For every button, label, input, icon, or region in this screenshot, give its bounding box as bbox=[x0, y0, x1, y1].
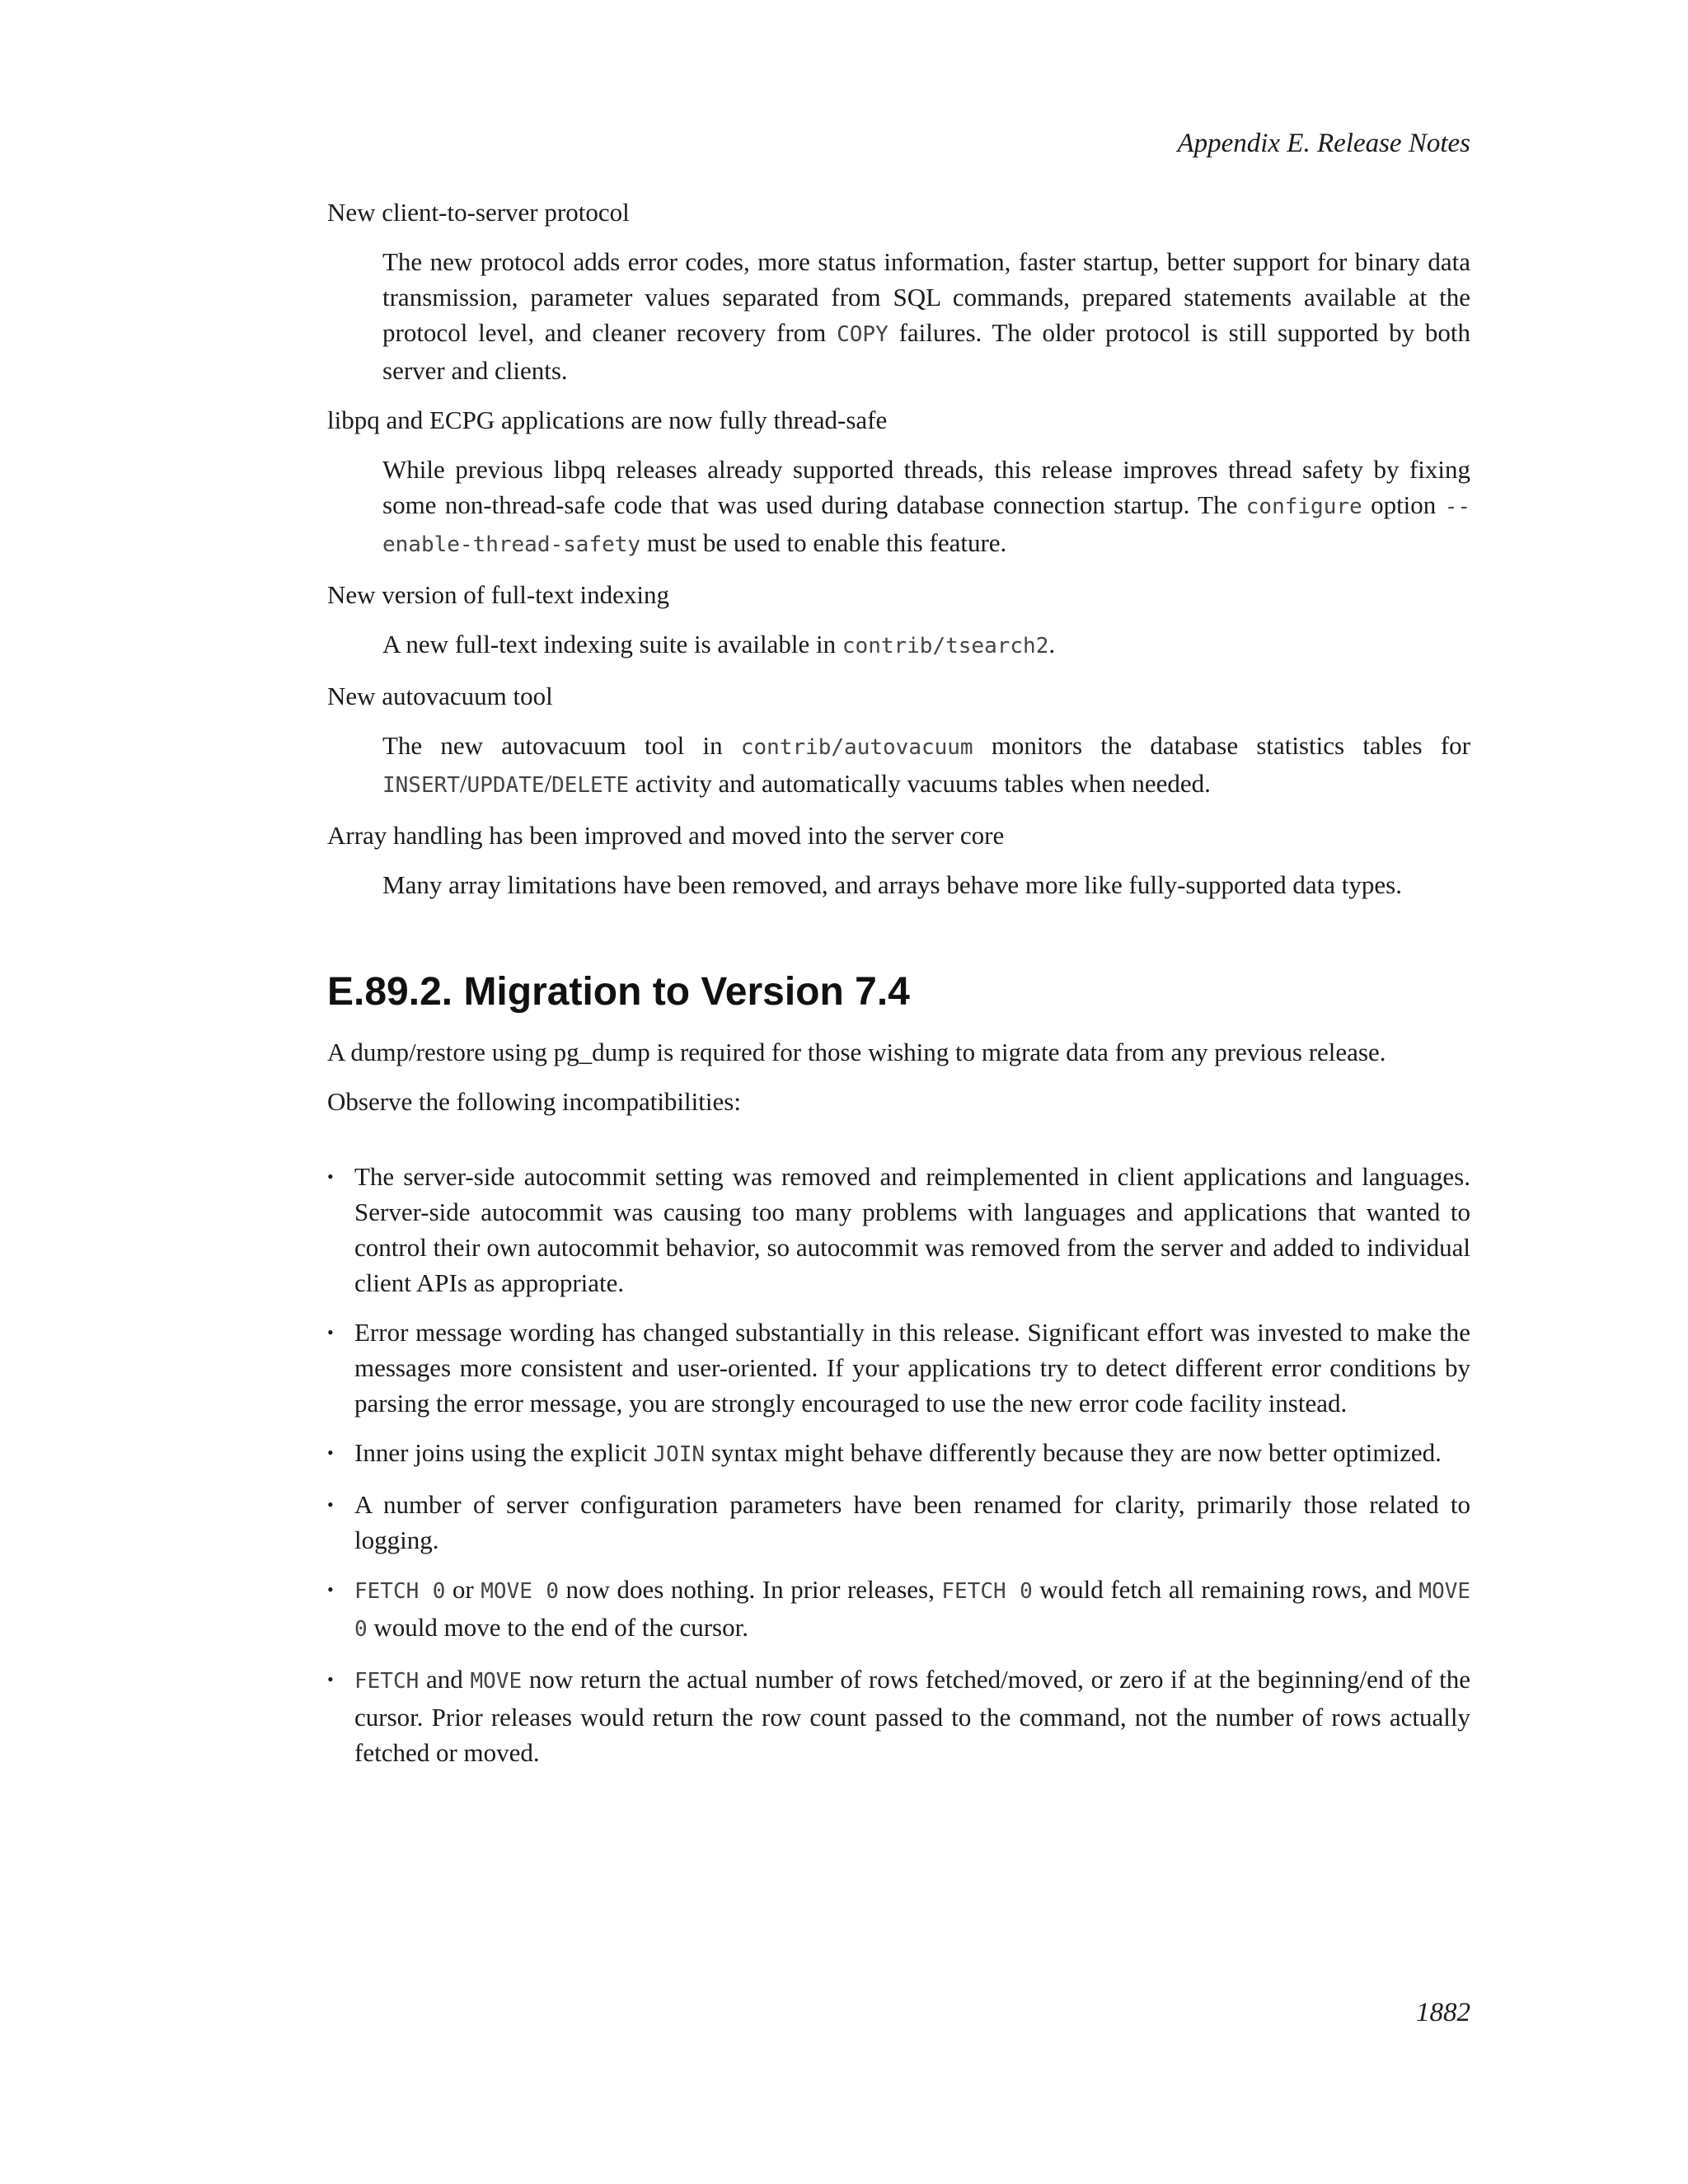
code-literal: MOVE 0 bbox=[354, 1579, 1471, 1642]
feature-entry bbox=[327, 194, 1470, 388]
code-literal: FETCH bbox=[354, 1669, 420, 1694]
text-run: The new protocol adds error codes, more status information, faster startup, better support for binary data transmission, parameter values separated from SQL commands, prepared statements available at the protocol level, and cleaner recovery from bbox=[382, 247, 1470, 347]
feature-description bbox=[382, 452, 1470, 563]
text-run: option bbox=[1362, 490, 1445, 519]
feature-term: New autovacuum tool bbox=[327, 682, 553, 710]
bullet-icon: • bbox=[327, 1442, 334, 1463]
list-item bbox=[327, 1435, 1470, 1473]
text-run: Many array limitations have been removed, and arrays behave more like fully-supported data types. bbox=[382, 870, 1402, 899]
page-content bbox=[327, 194, 1470, 1784]
code-literal: configure bbox=[1245, 494, 1362, 519]
text-run: / bbox=[459, 769, 467, 798]
feature-entry bbox=[327, 577, 1470, 664]
code-literal: DELETE bbox=[551, 773, 630, 798]
feature-entry bbox=[327, 402, 1470, 563]
feature-description bbox=[382, 867, 1470, 902]
text-run: The new autovacuum tool in bbox=[382, 731, 741, 760]
list-item bbox=[327, 1661, 1470, 1770]
bullet-icon: • bbox=[327, 1322, 334, 1343]
code-literal: COPY bbox=[837, 322, 889, 347]
feature-description bbox=[382, 728, 1470, 804]
running-header: Appendix E. Release Notes bbox=[1177, 129, 1470, 158]
text-run: monitors the database statistics tables for bbox=[973, 731, 1470, 760]
feature-description bbox=[382, 244, 1470, 388]
text-run: A new full-text indexing suite is available in bbox=[382, 630, 842, 658]
document-page bbox=[327, 0, 1470, 2184]
code-literal: FETCH 0 bbox=[941, 1579, 1033, 1604]
text-run: must be used to enable this feature. bbox=[640, 528, 1007, 557]
section-title: E.89.2. Migration to Version 7.4 bbox=[327, 970, 910, 1014]
code-literal: JOIN bbox=[653, 1442, 706, 1467]
feature-entry bbox=[327, 678, 1470, 804]
list-item bbox=[327, 1487, 1470, 1558]
text-run: would move to the end of the cursor. bbox=[367, 1613, 748, 1642]
list-item bbox=[327, 1315, 1470, 1421]
list-item bbox=[327, 1572, 1470, 1647]
migration-intro: A dump/restore using pg_dump is required for those wishing to migrate data from any previous release. bbox=[327, 1038, 1386, 1066]
bullet-icon: • bbox=[327, 1669, 334, 1690]
code-literal: --enable-thread-safety bbox=[382, 494, 1471, 557]
text-run: or bbox=[445, 1575, 481, 1604]
text-run: activity and automatically vacuums tables when needed. bbox=[629, 769, 1211, 798]
feature-term: New version of full-text indexing bbox=[327, 580, 669, 609]
bullet-icon: • bbox=[327, 1494, 334, 1515]
text-run: While previous libpq releases already supported threads, this release improves thread safety by fixing some non-thread-safe code that was used during database connection startup. The bbox=[382, 455, 1470, 519]
text-run: Error message wording has changed substantially in this release. Significant effort was invested to make the messages more consistent and user-oriented. If your applications try to detect different error conditions by parsing the error message, you are strongly encouraged to use the new error code facility instead. bbox=[354, 1318, 1470, 1418]
text-run: now return the actual number of rows fetched/moved, or zero if at the beginning/end of the cursor. Prior releases would return the row count passed to the command, not the number of rows actually fetched or moved. bbox=[354, 1665, 1471, 1767]
text-run: Inner joins using the explicit bbox=[354, 1438, 654, 1467]
feature-description bbox=[382, 626, 1470, 664]
text-run: syntax might behave differently because they are now better optimized. bbox=[705, 1438, 1442, 1467]
list-item bbox=[327, 1159, 1470, 1301]
code-literal: INSERT bbox=[382, 773, 460, 798]
text-run: . bbox=[1048, 630, 1056, 658]
migration-intro-incompatibilities: Observe the following incompatibilities: bbox=[327, 1087, 741, 1116]
incompatibility-list bbox=[327, 1159, 1470, 1770]
page-number: 1882 bbox=[1416, 1998, 1470, 2027]
text-run: failures. The older protocol is still supported by both server and clients. bbox=[382, 318, 1470, 385]
text-run: now does nothing. In prior releases, bbox=[559, 1575, 942, 1604]
code-literal: contrib/autovacuum bbox=[740, 735, 973, 760]
code-literal: MOVE bbox=[470, 1669, 523, 1694]
text-run: would fetch all remaining rows, and bbox=[1032, 1575, 1419, 1604]
feature-term: Array handling has been improved and moved into the server core bbox=[327, 821, 1005, 850]
text-run: The server-side autocommit setting was removed and reimplemented in client applications and languages. Server-side autocommit was causing too many problems with languages and applications that wanted to control their own autocommit behavior, so autocommit was removed from the server and added to individual client APIs as appropriate. bbox=[354, 1162, 1470, 1297]
feature-term: libpq and ECPG applications are now fully thread-safe bbox=[327, 405, 888, 434]
code-literal: contrib/tsearch2 bbox=[842, 634, 1049, 658]
text-run: and bbox=[419, 1665, 471, 1694]
text-run: / bbox=[544, 769, 552, 798]
bullet-icon: • bbox=[327, 1579, 334, 1600]
bullet-icon: • bbox=[327, 1166, 334, 1187]
code-literal: FETCH 0 bbox=[354, 1579, 446, 1604]
feature-entry bbox=[327, 818, 1470, 902]
code-literal: MOVE 0 bbox=[481, 1579, 559, 1604]
text-run: A number of server configuration parameters have been renamed for clarity, primarily those related to logging. bbox=[354, 1490, 1470, 1554]
code-literal: UPDATE bbox=[467, 773, 545, 798]
feature-term: New client-to-server protocol bbox=[327, 198, 630, 227]
